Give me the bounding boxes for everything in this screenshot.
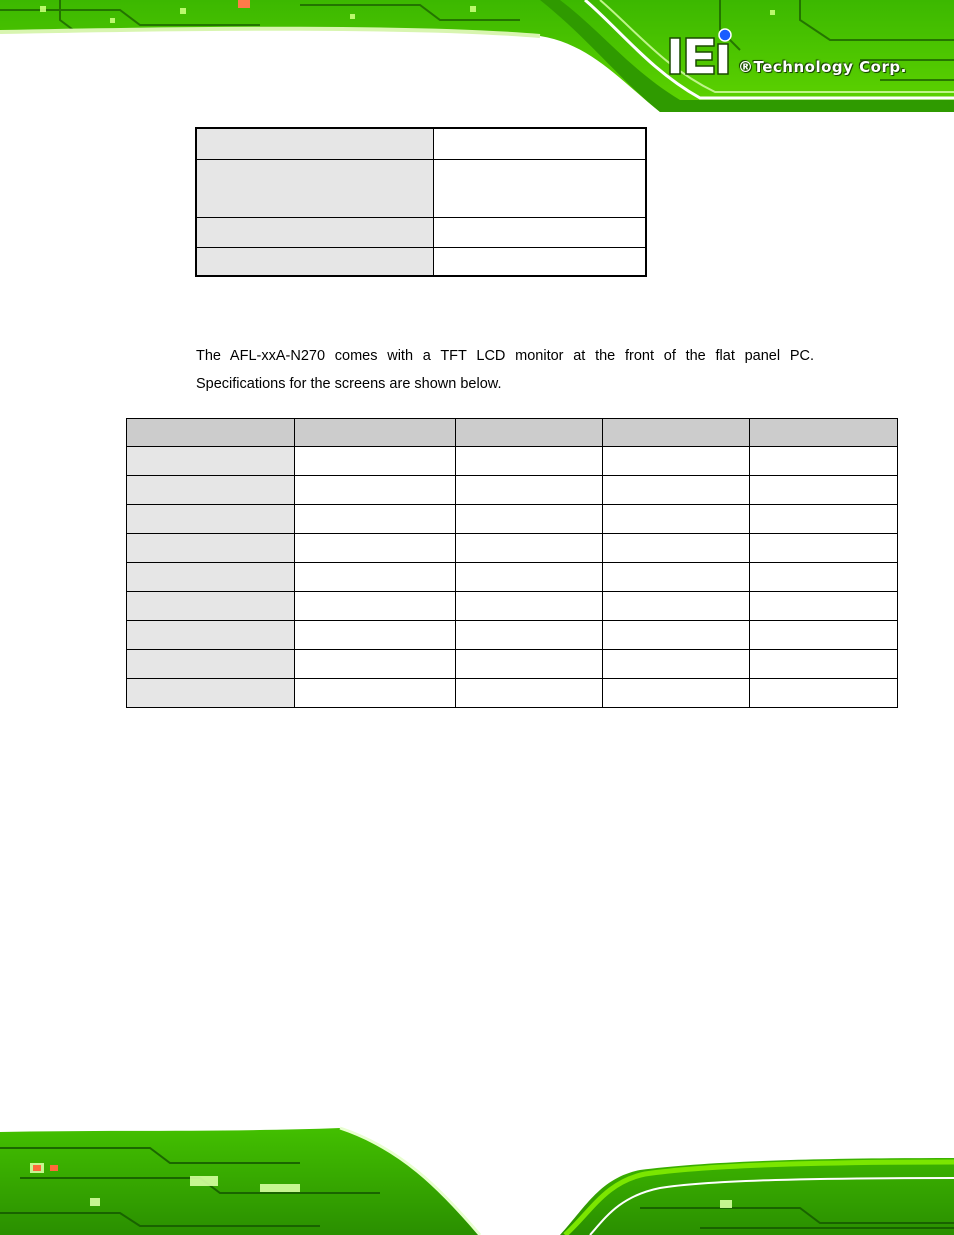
table-cell xyxy=(294,534,455,563)
table-cell xyxy=(455,650,603,679)
table-cell xyxy=(294,650,455,679)
table-cell xyxy=(294,592,455,621)
table-cell xyxy=(750,505,898,534)
table-cell xyxy=(603,447,750,476)
paragraph-line: The AFL-xxA-N270 comes with a TFT LCD monitor at the front of the flat panel PC. xyxy=(196,348,814,364)
table-header-cell xyxy=(750,419,898,447)
table-cell xyxy=(603,621,750,650)
table-cell-label xyxy=(127,534,295,563)
table-cell xyxy=(294,563,455,592)
table-cell xyxy=(603,650,750,679)
table-cell-label xyxy=(127,621,295,650)
table-row xyxy=(127,679,898,708)
circuit-board-graphic xyxy=(0,1118,954,1235)
table-cell xyxy=(455,563,603,592)
table-row xyxy=(127,534,898,563)
table-header-cell xyxy=(455,419,603,447)
table-cell xyxy=(455,679,603,708)
table-cell xyxy=(455,476,603,505)
table-header-cell xyxy=(127,419,295,447)
table-row xyxy=(196,159,646,217)
table-cell-value xyxy=(434,217,647,247)
table-row xyxy=(127,592,898,621)
table-cell xyxy=(455,592,603,621)
table-cell xyxy=(455,505,603,534)
header-pcb-banner xyxy=(0,0,954,112)
iei-logo xyxy=(664,26,924,86)
table-row xyxy=(127,476,898,505)
table-cell xyxy=(455,534,603,563)
table-cell-label xyxy=(196,159,434,217)
table-row xyxy=(196,217,646,247)
table-row xyxy=(127,505,898,534)
table-cell xyxy=(603,563,750,592)
table-header-cell xyxy=(603,419,750,447)
table-cell xyxy=(603,679,750,708)
table-cell-label xyxy=(127,476,295,505)
table-cell xyxy=(750,621,898,650)
table-cell xyxy=(294,476,455,505)
table-cell xyxy=(294,679,455,708)
table-row xyxy=(127,650,898,679)
table-cell xyxy=(750,476,898,505)
table-row xyxy=(196,128,646,159)
table-cell xyxy=(750,447,898,476)
spec-table xyxy=(195,127,647,277)
table-row xyxy=(127,563,898,592)
table-cell xyxy=(455,621,603,650)
table-cell-label xyxy=(127,679,295,708)
table-cell xyxy=(603,476,750,505)
table-header-cell xyxy=(294,419,455,447)
table-cell-label xyxy=(127,650,295,679)
table-cell xyxy=(455,447,603,476)
table-cell-label xyxy=(196,128,434,159)
table-cell-label xyxy=(196,217,434,247)
table-cell xyxy=(750,563,898,592)
table-cell-label xyxy=(127,563,295,592)
table-cell xyxy=(294,621,455,650)
table-cell-value xyxy=(434,247,647,276)
table-cell-label xyxy=(127,447,295,476)
table-cell xyxy=(294,447,455,476)
table-cell-label xyxy=(127,505,295,534)
footer-pcb-banner xyxy=(0,1118,954,1235)
table-row xyxy=(127,447,898,476)
lcd-spec-table xyxy=(126,418,898,708)
table-cell-label xyxy=(196,247,434,276)
table-cell-label xyxy=(127,592,295,621)
table-cell xyxy=(294,505,455,534)
table-cell xyxy=(750,592,898,621)
table-row xyxy=(196,247,646,276)
table-cell xyxy=(603,592,750,621)
table-cell xyxy=(750,534,898,563)
table-cell xyxy=(603,505,750,534)
table-cell xyxy=(750,679,898,708)
intro-paragraph xyxy=(196,342,814,398)
table-cell-value xyxy=(434,128,647,159)
table-cell xyxy=(750,650,898,679)
table-cell xyxy=(603,534,750,563)
table-header-row xyxy=(127,419,898,447)
table-cell-value xyxy=(434,159,647,217)
table-row xyxy=(127,621,898,650)
paragraph-line: Specifications for the screens are shown below. xyxy=(196,376,502,392)
brand-name: ®Technology Corp. xyxy=(738,58,907,76)
